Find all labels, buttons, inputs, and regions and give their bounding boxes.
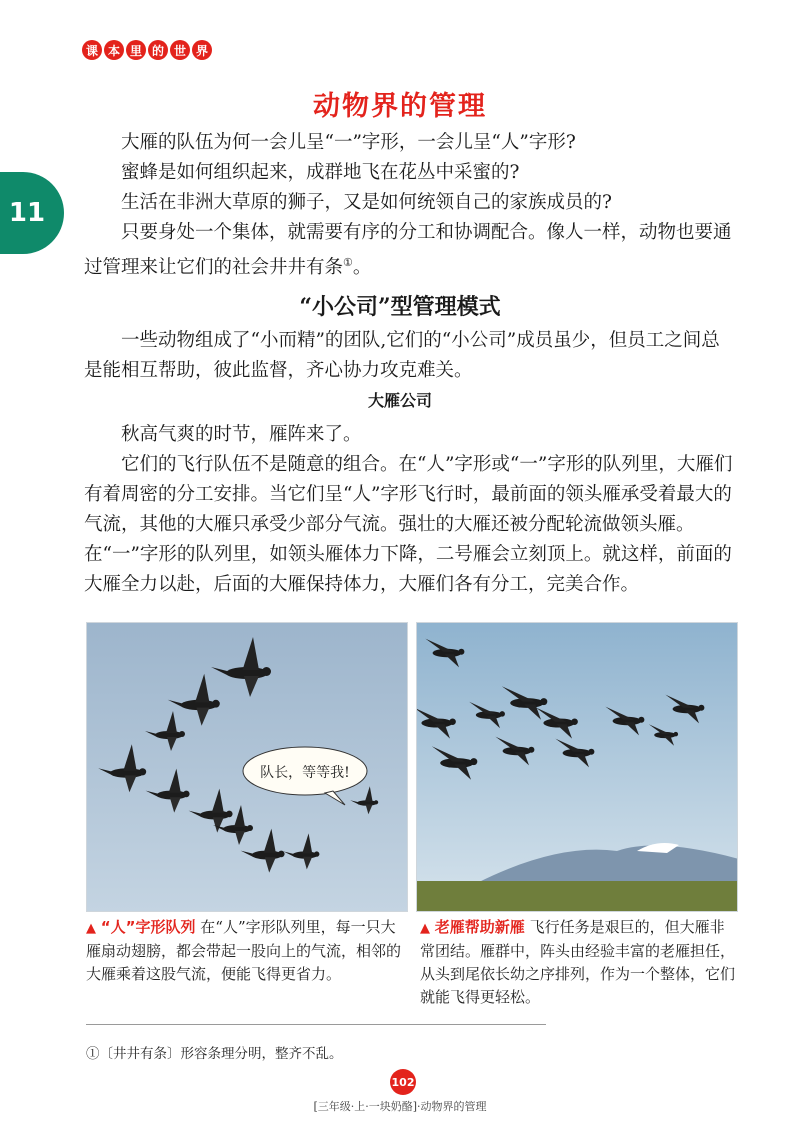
banner-char: 的 xyxy=(148,40,168,60)
subheading: 大雁公司 xyxy=(367,391,432,410)
footnote: ①〔井井有条〕形容条理分明，整齐不乱。 xyxy=(86,1046,343,1062)
caption-title: “人”字形队列 xyxy=(100,918,196,936)
page-title: 动物界的管理 xyxy=(313,91,487,122)
banner-char: 里 xyxy=(126,40,146,60)
lesson-number-tab: 11 xyxy=(0,172,64,254)
banner-char: 本 xyxy=(104,40,124,60)
body-paragraph: 秋高气爽的时节，雁阵来了。 xyxy=(121,424,362,445)
geese-v-formation-photo xyxy=(86,622,408,912)
section-heading: “小公司”型管理模式 xyxy=(299,294,501,320)
triangle-icon: ▲ xyxy=(86,921,96,936)
caption-text: 飞行任务是艰巨的，但大雁非常团结。雁群中，阵头由经验丰富的老雁担任，从头到尾依长幼之序排列，作为一个整体，它们就能飞得更轻松。 xyxy=(420,918,736,1006)
caption-text: 在“人”字形队列里，每一只大雁扇动翅膀，都会带起一股向上的气流，相邻的大雁乘着这股气流，便能飞得更省力。 xyxy=(86,918,402,983)
geese-mountain-illustration xyxy=(417,623,738,912)
intro-paragraph: 只要身处一个集体，就需要有序的分工和协调配合。像人一样，动物也要通过管理来让它们的社会井井有条①。 xyxy=(84,222,732,279)
intro-section xyxy=(84,128,738,283)
speech-bubble-text: 队长，等等我! xyxy=(260,765,350,781)
intro-paragraph: 大雁的队伍为何一会儿呈“一”字形，一会儿呈“人”字形? xyxy=(121,132,576,153)
banner-char: 课 xyxy=(82,40,102,60)
triangle-icon: ▲ xyxy=(420,921,430,936)
geese-v-formation-illustration xyxy=(87,623,408,912)
geese-mountain-photo xyxy=(416,622,738,912)
caption-right xyxy=(420,916,736,1009)
banner-char: 界 xyxy=(192,40,212,60)
intro-paragraph: 生活在非洲大草原的狮子，又是如何统领自己的家族成员的? xyxy=(121,192,612,213)
body-paragraph: 它们的飞行队伍不是随意的组合。在“人”字形或“一”字形的队列里，大雁们有着周密的分工安排。当它们呈“人”字形飞行时，最前面的领头雁承受着最大的气流，其他的大雁只承受少部分气流。强壮的大雁还被分配轮流做领头雁。在“一”字形的队列里，如领头雁体力下降，二号雁会立刻顶上。就这样，前面的大雁全力以赴，后面的大雁保持体力，大雁们各有分工，完美合作。 xyxy=(84,454,733,595)
section-intro xyxy=(84,326,738,386)
series-banner xyxy=(82,40,212,60)
footnote-mark[interactable]: ① xyxy=(343,256,353,269)
caption-title: 老雁帮助新雁 xyxy=(434,918,525,936)
page-footer: [三年级·上·一块奶酪]·动物界的管理 xyxy=(313,1100,487,1113)
footnote-divider xyxy=(86,1024,546,1025)
intro-paragraph: 蜜蜂是如何组织起来，成群地飞在花丛中采蜜的? xyxy=(121,162,520,183)
banner-char: 世 xyxy=(170,40,190,60)
caption-left xyxy=(86,916,402,986)
body-section xyxy=(84,420,738,600)
section-paragraph: 一些动物组成了“小而精”的团队,它们的“小公司”成员虽少，但员工之间总是能相互帮助，彼此监督，齐心协力攻克难关。 xyxy=(84,330,720,381)
page-number: 102 xyxy=(390,1069,416,1095)
